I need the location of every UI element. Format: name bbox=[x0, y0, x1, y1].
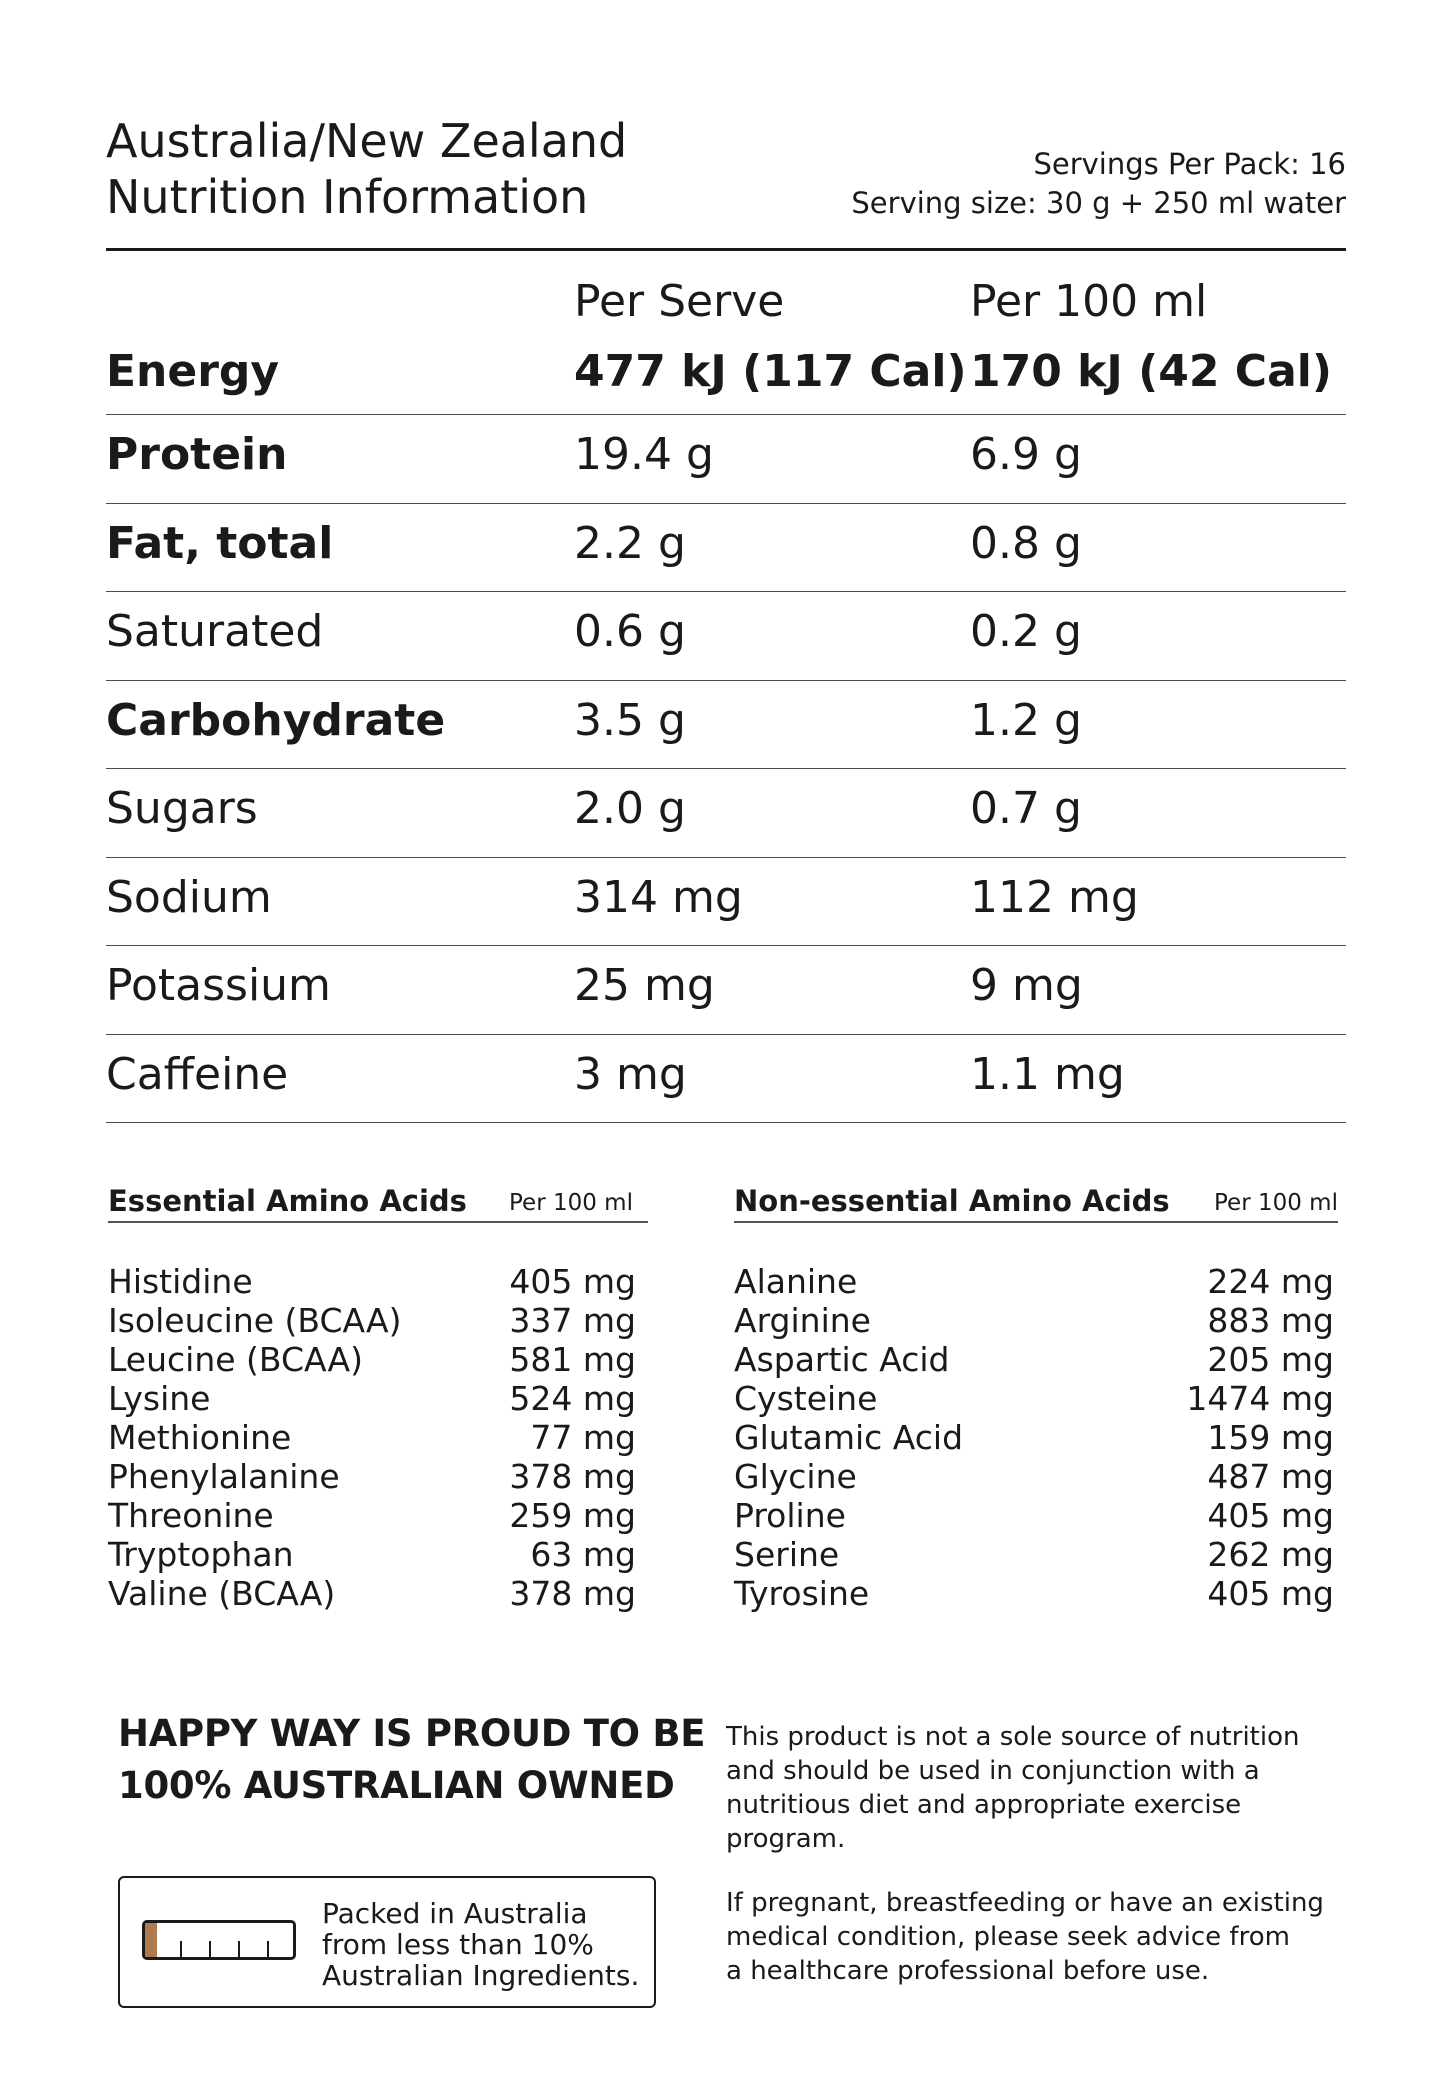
amino-acid-value: 405 mg bbox=[509, 1262, 636, 1301]
nutrient-name: Caffeine bbox=[106, 1048, 289, 1100]
row-divider bbox=[106, 680, 1346, 681]
amino-acid-item bbox=[108, 1535, 636, 1574]
disclaimer-line: a healthcare professional before use. bbox=[726, 1956, 1210, 1986]
amino-acid-name: Threonine bbox=[108, 1496, 274, 1535]
meter-tick bbox=[238, 1941, 240, 1957]
amino-acid-value: 524 mg bbox=[509, 1379, 636, 1418]
australian-owned-statement-line-2: 100% AUSTRALIAN OWNED bbox=[118, 1764, 675, 1807]
amino-acid-item bbox=[108, 1379, 636, 1418]
amino-acid-item bbox=[734, 1340, 1334, 1379]
row-divider bbox=[106, 503, 1346, 504]
nutrient-per-100ml: 170 kJ (42 Cal) bbox=[970, 346, 1332, 397]
row-divider bbox=[106, 1122, 1346, 1123]
amino-acid-value: 405 mg bbox=[1207, 1574, 1334, 1613]
amino-acid-name: Aspartic Acid bbox=[734, 1340, 950, 1379]
amino-acid-item bbox=[734, 1379, 1334, 1418]
nutrient-name: Potassium bbox=[106, 960, 331, 1011]
amino-acid-value: 1474 mg bbox=[1186, 1379, 1334, 1418]
nutrient-per-100ml: 6.9 g bbox=[970, 429, 1082, 480]
nonessential-amino-per-label: Per 100 ml bbox=[1214, 1190, 1338, 1216]
nutrient-name: Sugars bbox=[106, 783, 258, 834]
amino-acid-name: Histidine bbox=[108, 1262, 253, 1301]
disclaimer-line: and should be used in conjunction with a bbox=[726, 1756, 1260, 1786]
amino-acid-name: Methionine bbox=[108, 1418, 292, 1457]
nutrient-name: Saturated bbox=[106, 606, 324, 657]
badge-line-2: from less than 10% bbox=[322, 1928, 594, 1961]
amino-acid-value: 378 mg bbox=[509, 1457, 636, 1496]
nonessential-amino-heading: Non-essential Amino Acids bbox=[734, 1184, 1170, 1218]
row-divider bbox=[106, 591, 1346, 592]
row-divider bbox=[106, 1034, 1346, 1035]
disclaimer-line: program. bbox=[726, 1824, 846, 1854]
nonessential-amino-divider bbox=[734, 1221, 1338, 1223]
header-divider bbox=[106, 248, 1346, 251]
column-header-per-100ml: Per 100 ml bbox=[970, 276, 1208, 327]
amino-acid-item bbox=[734, 1496, 1334, 1535]
amino-acid-name: Proline bbox=[734, 1496, 846, 1535]
badge-line-1: Packed in Australia bbox=[322, 1897, 588, 1930]
amino-acid-value: 224 mg bbox=[1207, 1262, 1334, 1301]
amino-acid-item bbox=[108, 1574, 636, 1613]
servings-per-pack: Servings Per Pack: 16 bbox=[1033, 147, 1346, 181]
amino-acid-item bbox=[108, 1340, 636, 1379]
disclaimer-line: This product is not a sole source of nutrition bbox=[726, 1722, 1300, 1752]
disclaimer-sole-source bbox=[726, 1720, 1299, 1856]
row-divider bbox=[106, 414, 1346, 415]
meter-tick bbox=[267, 1941, 269, 1957]
nutrient-per-100ml: 1.1 mg bbox=[970, 1048, 1125, 1100]
disclaimer-medical-advice bbox=[726, 1886, 1324, 1988]
amino-acid-item bbox=[108, 1457, 636, 1496]
nutrient-name: Protein bbox=[106, 429, 288, 480]
panel-title-line-2: Nutrition Information bbox=[106, 170, 589, 224]
nutrient-per-100ml: 0.2 g bbox=[970, 606, 1082, 657]
amino-acid-name: Arginine bbox=[734, 1301, 871, 1340]
nutrient-name: Fat, total bbox=[106, 517, 334, 569]
australian-owned-statement-line-1: HAPPY WAY IS PROUD TO BE bbox=[118, 1712, 706, 1755]
badge-line-3: Australian Ingredients. bbox=[322, 1959, 640, 1992]
disclaimer-line: If pregnant, breastfeeding or have an existing bbox=[726, 1888, 1324, 1918]
country-of-origin-label bbox=[118, 1876, 656, 2008]
amino-acid-item bbox=[734, 1574, 1334, 1613]
country-of-origin-text bbox=[322, 1898, 639, 1991]
amino-acid-name: Serine bbox=[734, 1535, 840, 1574]
amino-acid-value: 378 mg bbox=[509, 1574, 636, 1613]
serving-size: Serving size: 30 g + 250 ml water bbox=[851, 186, 1346, 220]
amino-acid-name: Tyrosine bbox=[734, 1574, 870, 1613]
amino-acid-value: 77 mg bbox=[530, 1418, 636, 1457]
amino-acid-value: 205 mg bbox=[1207, 1340, 1334, 1379]
amino-acid-value: 63 mg bbox=[530, 1535, 636, 1574]
amino-acid-value: 883 mg bbox=[1207, 1301, 1334, 1340]
nutrient-per-100ml: 1.2 g bbox=[970, 694, 1082, 746]
amino-acid-name: Tryptophan bbox=[108, 1535, 294, 1574]
essential-amino-heading: Essential Amino Acids bbox=[108, 1184, 467, 1218]
amino-acid-name: Glycine bbox=[734, 1457, 857, 1496]
disclaimer-line: nutritious diet and appropriate exercise bbox=[726, 1790, 1242, 1820]
nutrient-name: Carbohydrate bbox=[106, 694, 446, 746]
nutrient-per-serve: 19.4 g bbox=[574, 429, 714, 480]
row-divider bbox=[106, 945, 1346, 946]
amino-acid-item bbox=[734, 1457, 1334, 1496]
amino-acid-name: Alanine bbox=[734, 1262, 858, 1301]
essential-amino-divider bbox=[108, 1221, 648, 1223]
amino-acid-name: Leucine (BCAA) bbox=[108, 1340, 363, 1379]
amino-acid-item bbox=[108, 1496, 636, 1535]
nutrient-per-serve: 2.0 g bbox=[574, 783, 686, 834]
amino-acid-item bbox=[734, 1262, 1334, 1301]
nutrient-per-100ml: 9 mg bbox=[970, 960, 1083, 1011]
essential-amino-per-label: Per 100 ml bbox=[509, 1190, 633, 1216]
nutrient-per-serve: 3 mg bbox=[574, 1048, 687, 1100]
amino-acid-name: Glutamic Acid bbox=[734, 1418, 964, 1457]
amino-acid-name: Lysine bbox=[108, 1379, 211, 1418]
amino-acid-name: Cysteine bbox=[734, 1379, 878, 1418]
meter-tick bbox=[180, 1941, 182, 1957]
amino-acid-item bbox=[108, 1262, 636, 1301]
amino-acid-name: Phenylalanine bbox=[108, 1457, 340, 1496]
panel-title-line-1: Australia/New Zealand bbox=[106, 114, 628, 168]
nutrient-per-serve: 25 mg bbox=[574, 960, 715, 1011]
amino-acid-value: 337 mg bbox=[509, 1301, 636, 1340]
amino-acid-item bbox=[734, 1418, 1334, 1457]
nutrient-name: Energy bbox=[106, 346, 280, 397]
nutrient-name: Sodium bbox=[106, 871, 272, 923]
amino-acid-value: 581 mg bbox=[509, 1340, 636, 1379]
nutrient-per-100ml: 112 mg bbox=[970, 871, 1139, 923]
amino-acid-value: 259 mg bbox=[509, 1496, 636, 1535]
nutrient-per-100ml: 0.7 g bbox=[970, 783, 1082, 834]
row-divider bbox=[106, 768, 1346, 769]
amino-acid-item bbox=[734, 1535, 1334, 1574]
nutrient-per-serve: 0.6 g bbox=[574, 606, 686, 657]
nutrient-per-serve: 314 mg bbox=[574, 871, 743, 923]
amino-acid-value: 262 mg bbox=[1207, 1535, 1334, 1574]
nutrient-per-serve: 477 kJ (117 Cal) bbox=[574, 346, 967, 397]
amino-acid-value: 159 mg bbox=[1207, 1418, 1334, 1457]
nonessential-amino-list bbox=[734, 1262, 1334, 1613]
amino-acid-item bbox=[108, 1301, 636, 1340]
essential-amino-list bbox=[108, 1262, 636, 1613]
amino-acid-value: 487 mg bbox=[1207, 1457, 1334, 1496]
nutrient-per-serve: 3.5 g bbox=[574, 694, 686, 746]
amino-acid-value: 405 mg bbox=[1207, 1496, 1334, 1535]
amino-acid-name: Isoleucine (BCAA) bbox=[108, 1301, 402, 1340]
australian-ingredients-meter bbox=[142, 1920, 296, 1960]
column-header-per-serve: Per Serve bbox=[574, 276, 785, 327]
row-divider bbox=[106, 857, 1346, 858]
nutrient-per-100ml: 0.8 g bbox=[970, 517, 1082, 569]
amino-acid-name: Valine (BCAA) bbox=[108, 1574, 336, 1613]
amino-acid-item bbox=[108, 1418, 636, 1457]
nutrient-per-serve: 2.2 g bbox=[574, 517, 686, 569]
meter-tick bbox=[209, 1941, 211, 1957]
meter-fill bbox=[145, 1923, 157, 1957]
disclaimer-line: medical condition, please seek advice from bbox=[726, 1922, 1290, 1952]
amino-acid-item bbox=[734, 1301, 1334, 1340]
